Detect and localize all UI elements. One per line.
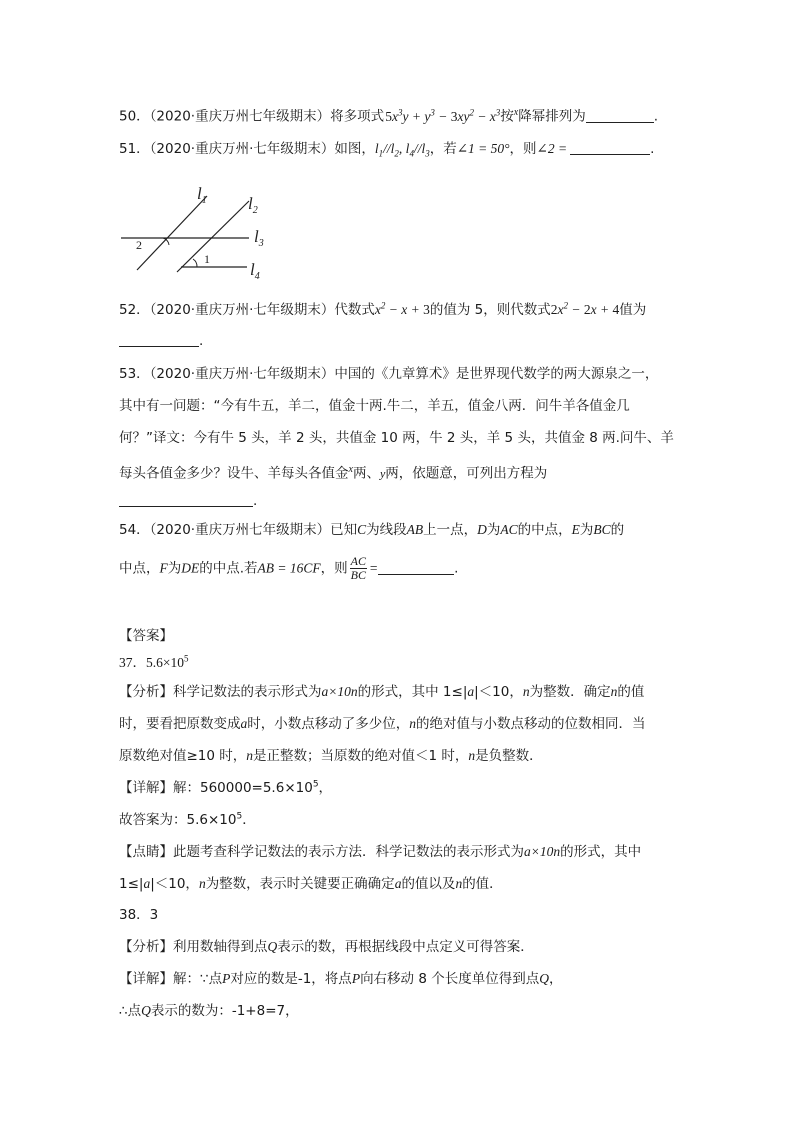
question-50 xyxy=(119,104,658,126)
math-term: Q xyxy=(539,971,549,986)
math-term: n xyxy=(610,684,618,699)
question-text: 将多项式 xyxy=(330,108,385,125)
question-number: 53． xyxy=(119,366,150,382)
text-segment: 的 xyxy=(610,522,625,538)
text-segment: 两，依题意，可列出方程为 xyxy=(385,465,548,482)
text-segment: 对应的数是-1，将点 xyxy=(230,971,352,987)
math-term: n xyxy=(522,684,530,699)
text-segment: 故答案为：5.6×10 xyxy=(119,812,237,828)
text-segment: 为整数，表示时关键要正确确定 xyxy=(205,876,395,892)
point-c: C xyxy=(357,522,367,537)
question-text xyxy=(119,461,547,483)
text-segment: 的值． xyxy=(462,876,503,892)
variable-y: y xyxy=(379,466,386,481)
answer-value: 5.6×10 xyxy=(146,655,184,670)
text-segment: 此题考查科学记数法的表示方法．科学记数法的表示形式为 xyxy=(173,844,524,860)
label-l3: $l_3$ xyxy=(254,227,264,249)
expression-2: $2x^2 - 2x + 4$ xyxy=(550,300,620,317)
answer-number: 37． xyxy=(119,655,146,670)
text-segment: 为整数．确定 xyxy=(529,684,611,700)
point-f: F xyxy=(159,560,168,576)
text-segment: 时，小数点移动了多少位， xyxy=(247,716,410,732)
equals-sign: = xyxy=(369,560,379,576)
question-source: （2020·重庆万州七年级期末） xyxy=(149,522,331,538)
question-source: （2020·重庆万州·七年级期末） xyxy=(149,141,335,157)
answer-37-analysis-line1 xyxy=(119,683,644,701)
question-54 xyxy=(119,521,624,539)
angle-1-label: 1 xyxy=(204,252,210,266)
period: . xyxy=(653,108,659,125)
exponent: 5 xyxy=(312,779,319,790)
math-term: Q xyxy=(141,1003,151,1018)
text-segment: ， xyxy=(548,971,563,987)
variable-x: x xyxy=(348,464,353,475)
text-segment: 的中点.若 xyxy=(199,560,258,577)
answer-blank[interactable] xyxy=(378,560,454,575)
text-segment: 的绝对值与小数点移动的位数相同．当 xyxy=(416,716,646,732)
text-segment: 为 xyxy=(167,560,182,577)
segment-ac: AC xyxy=(500,522,518,537)
label-l1: $l_1$ xyxy=(197,184,207,206)
answer-37 xyxy=(119,654,189,672)
text-segment: 为 xyxy=(486,522,501,538)
text-segment: 的中点， xyxy=(517,522,572,538)
text-segment: 1≤| xyxy=(119,876,144,892)
text-segment: ． xyxy=(242,812,256,828)
text-segment: 的形式，其中 xyxy=(560,844,642,860)
answer-37-summary-line2 xyxy=(119,875,503,893)
question-text: 值为 xyxy=(619,302,647,318)
math-term: a xyxy=(394,876,402,891)
label-l4: $l_4$ xyxy=(250,260,260,282)
question-number: 54． xyxy=(119,522,150,538)
parallel-lines-expression: $l_1//l_2$, $l_4//l_3$ xyxy=(374,141,430,159)
segment-ab: AB xyxy=(406,522,424,537)
question-number: 50． xyxy=(119,108,150,125)
question-source: （2020·重庆万州·七年级期末） xyxy=(149,302,335,318)
math-term: a xyxy=(467,684,475,699)
question-text: 如图， xyxy=(334,141,375,157)
question-text: ，若 xyxy=(429,141,457,157)
angle-1-arc xyxy=(193,259,197,267)
summary-tag: 【点睛】 xyxy=(119,844,173,860)
analysis-tag: 【分析】 xyxy=(119,939,173,955)
text-segment: 利用数轴得到点 xyxy=(173,939,268,955)
text-segment: 表示的数，再根据线段中点定义可得答案． xyxy=(277,939,534,955)
math-term: a xyxy=(143,876,151,891)
analysis-tag: 【分析】 xyxy=(119,684,173,700)
angle-2-label: 2 xyxy=(136,238,142,252)
text-segment: 是负整数． xyxy=(475,748,543,764)
text-segment: 上一点， xyxy=(423,522,478,538)
question-54-line2 xyxy=(119,555,458,582)
math-term: n xyxy=(246,748,254,763)
question-text: 按 xyxy=(500,108,514,125)
question-text: ，则 xyxy=(509,141,537,157)
point-e: E xyxy=(571,522,580,537)
detail-tag: 【详解】 xyxy=(119,971,173,987)
text-segment: ∴点 xyxy=(119,1003,142,1019)
math-term: Q xyxy=(267,939,278,954)
question-52-blank-line xyxy=(119,332,203,350)
question-52 xyxy=(119,301,646,319)
text-segment: 的值以及 xyxy=(401,876,456,892)
math-term: n xyxy=(198,876,206,891)
math-term: n xyxy=(468,748,476,763)
expression-1: $x^2 - x + 3$ xyxy=(374,300,430,317)
question-number: 52． xyxy=(119,302,150,318)
parallel-lines-figure xyxy=(119,183,279,288)
text-segment: 两、 xyxy=(352,465,380,482)
answer-37-analysis-line2 xyxy=(119,715,646,733)
text-segment: 解：560000=5.6×10 xyxy=(173,780,313,796)
answer-38-result xyxy=(119,1002,299,1020)
period: . xyxy=(199,333,204,349)
answer-blank[interactable] xyxy=(586,108,654,123)
math-term: P xyxy=(222,971,231,986)
text-segment: 每头各值金多少？设牛、羊每头各值金 xyxy=(119,465,349,482)
question-source: （2020·重庆万州七年级期末） xyxy=(149,108,331,125)
math-term: P xyxy=(351,971,361,986)
question-source: （2020·重庆万州·七年级期末） xyxy=(149,366,335,382)
variable-x: x xyxy=(513,107,519,118)
angle-1-equation: ∠1 = 50° xyxy=(456,141,510,156)
equation: AB = 16CF xyxy=(257,560,321,576)
exponent: 5 xyxy=(184,653,189,664)
segment-de: DE xyxy=(181,560,200,576)
question-text: 降幂排列为 xyxy=(518,108,586,125)
answer-blank[interactable] xyxy=(119,492,253,507)
text-segment: ，则 xyxy=(320,560,348,577)
text-segment: 解：∵点 xyxy=(173,971,223,987)
text-segment: 的值 xyxy=(617,684,645,700)
question-text: 何？”译文：今有牛 5 头，羊 2 头，共值金 10 两，牛 2 头，羊 5 头，共值金 8 两.问牛、羊 xyxy=(119,430,674,446)
question-text: 中国的《九章算术》是世界现代数学的两大源泉之一， xyxy=(334,366,659,382)
period: . xyxy=(650,141,655,157)
text-segment: 原数绝对值≥10 时， xyxy=(119,748,247,764)
question-number: 51． xyxy=(119,141,150,157)
point-d: D xyxy=(477,522,487,537)
label-l2: $l_2$ xyxy=(248,194,258,216)
period: . xyxy=(454,560,459,577)
answer-37-summary-line1 xyxy=(119,843,641,861)
exponent: 5 xyxy=(236,811,243,822)
question-53-blank-line xyxy=(119,492,257,510)
question-text: 的值为 5，则代数式 xyxy=(429,302,551,318)
text-segment: 为 xyxy=(579,522,594,538)
question-text: 代数式 xyxy=(334,302,375,318)
text-segment: 已知 xyxy=(330,522,358,538)
question-text: 其中有一问题：“今有牛五，羊二，值金十两.牛二，羊五，值金八两．问牛羊各值金几 xyxy=(119,398,630,414)
line-l1 xyxy=(137,196,207,270)
text-segment: 是正整数；当原数的绝对值＜1 时， xyxy=(253,748,469,764)
question-53 xyxy=(119,365,658,383)
text-segment: 科学记数法的表示形式为 xyxy=(173,684,322,700)
math-term: a×10n xyxy=(524,844,561,859)
text-segment: 的形式，其中 1≤| xyxy=(357,684,468,700)
math-term: n xyxy=(455,876,463,891)
answer-38-analysis xyxy=(119,938,534,956)
answers-header: 【答案】 xyxy=(119,628,173,644)
segment-bc: BC xyxy=(593,522,611,537)
polynomial-expression: $5x^3y + y^3 - 3xy^2 - x^3$ xyxy=(385,107,501,124)
math-term: a×10n xyxy=(321,684,358,699)
answer-37-conclusion xyxy=(119,811,256,829)
text-segment: 向右移动 8 个长度单位得到点 xyxy=(360,971,540,987)
line-l2 xyxy=(177,201,249,272)
answer-38: 38．3 xyxy=(119,907,159,923)
answer-blank[interactable] xyxy=(119,332,199,347)
math-term: a xyxy=(240,716,248,731)
angle-2-label: ∠2 = xyxy=(536,141,568,156)
text-segment: |＜10， xyxy=(150,876,199,892)
text-segment: 时，要看把原数变成 xyxy=(119,716,241,732)
detail-tag: 【详解】 xyxy=(119,780,173,796)
answer-blank[interactable] xyxy=(570,140,650,155)
text-segment: |＜10， xyxy=(474,684,523,700)
math-term: n xyxy=(409,716,416,731)
fraction-ac-over-bc: $\frac{AC}{BC}$ xyxy=(350,554,366,582)
text-segment: 中点， xyxy=(119,560,160,577)
answer-37-analysis-line3 xyxy=(119,747,543,765)
text-segment: 表示的数为：-1+8=7， xyxy=(150,1003,299,1019)
text-segment: 为线段 xyxy=(366,522,407,538)
answer-38-detail xyxy=(119,970,562,988)
period: . xyxy=(253,493,258,509)
text-segment: ， xyxy=(318,780,333,796)
answer-37-detail xyxy=(119,779,332,797)
question-51 xyxy=(119,140,654,158)
